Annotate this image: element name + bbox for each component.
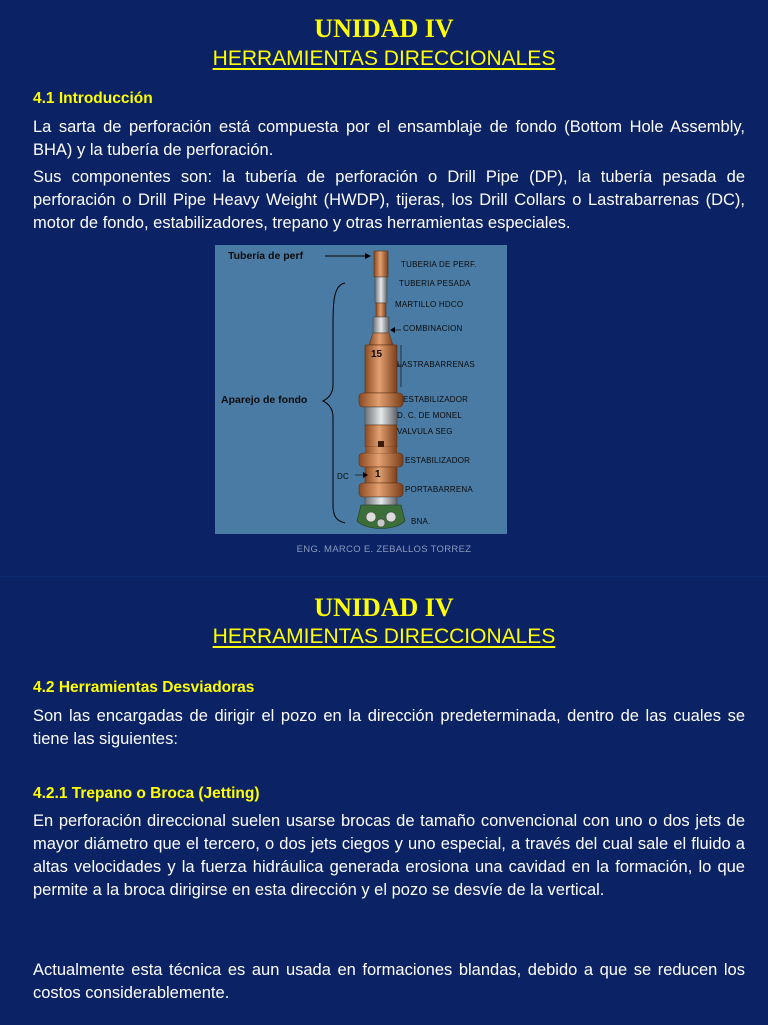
label-dc-de-monel: D. C. DE MONEL — [397, 411, 463, 420]
slide-1-subtitle-text: HERRAMIENTAS DIRECCIONALES — [212, 47, 556, 70]
label-tuberia-de-perf: Tubería de perf — [228, 250, 304, 262]
slide-2-subtitle-text: HERRAMIENTAS DIRECCIONALES — [212, 625, 556, 648]
label-estabilizador-1: ESTABILIZADOR — [403, 395, 469, 404]
label-dc: DC — [337, 472, 349, 481]
drill-string-diagram — [215, 245, 507, 534]
slide-1-title: UNIDAD IV — [314, 14, 454, 43]
author-credit: ENG. MARCO E. ZEBALLOS TORREZ — [296, 544, 472, 555]
label-tuberia-perf: TUBERIA DE PERF. — [401, 260, 477, 269]
label-combinacion: COMBINACION — [403, 324, 463, 333]
label-number-1: 1 — [375, 469, 381, 480]
desviadoras-paragraph: Son las encargadas de dirigir el pozo en la dirección predeterminada, dentro de las cuales se tiene las siguientes: — [33, 707, 745, 748]
label-tuberia-pesada: TUBERIA PESADA — [399, 279, 471, 288]
slide-2-title: UNIDAD IV — [314, 593, 454, 622]
slide-2-subtitle — [0, 625, 768, 649]
slide-2 — [0, 576, 768, 1025]
label-number-15: 15 — [371, 349, 383, 360]
section-heading-4-2: 4.2 Herramientas Desviadoras — [33, 679, 255, 696]
label-bna: BNA. — [411, 517, 431, 526]
slide-1-subtitle — [0, 47, 768, 71]
section-heading-4-2-1: 4.2.1 Trepano o Broca (Jetting) — [33, 785, 260, 802]
jetting-paragraph: En perforación direccional suelen usarse brocas de tamaño convencional con uno o dos jets de mayor diámetro que el tercero, o dos jets ciegos y uno especial, a través del cual sale el fluido a altas velocidades y la fuerza hidráulica generada erosiona una cavidad en la formación, lo que permite a la broca dirigirse en esta dirección y el pozo se desvíe de la vertical. — [33, 812, 745, 899]
actualmente-paragraph: Actualmente esta técnica es aun usada en formaciones blandas, debido a que se reducen los costos considerablemente. — [33, 961, 745, 1002]
label-martillo-hdco: MARTILLO HDCO — [395, 300, 464, 309]
intro-paragraph-2: Sus componentes son: la tubería de perforación o Drill Pipe (DP), la tubería pesada de perforación o Drill Pipe Heavy Weight (HWDP), tijeras, los Drill Collars o Lastrabarrenas (DC), motor de fondo, estabilizadores, trepano y otras herramientas especiales. — [33, 168, 745, 232]
label-valvula-seg: VALVULA SEG — [397, 427, 453, 436]
label-lastrabarrenas: LASTRABARRENAS — [397, 360, 475, 369]
label-estabilizador-2: ESTABILIZADOR — [405, 456, 471, 465]
label-aparejo-de-fondo: Aparejo de fondo — [221, 394, 308, 406]
section-heading-4-1: 4.1 Introducción — [33, 90, 153, 107]
intro-paragraph-1: La sarta de perforación está compuesta por el ensamblaje de fondo (Bottom Hole Assembly, BHA) y la tubería de perforación. — [33, 118, 745, 159]
label-portabarrena: PORTABARRENA — [405, 485, 473, 494]
